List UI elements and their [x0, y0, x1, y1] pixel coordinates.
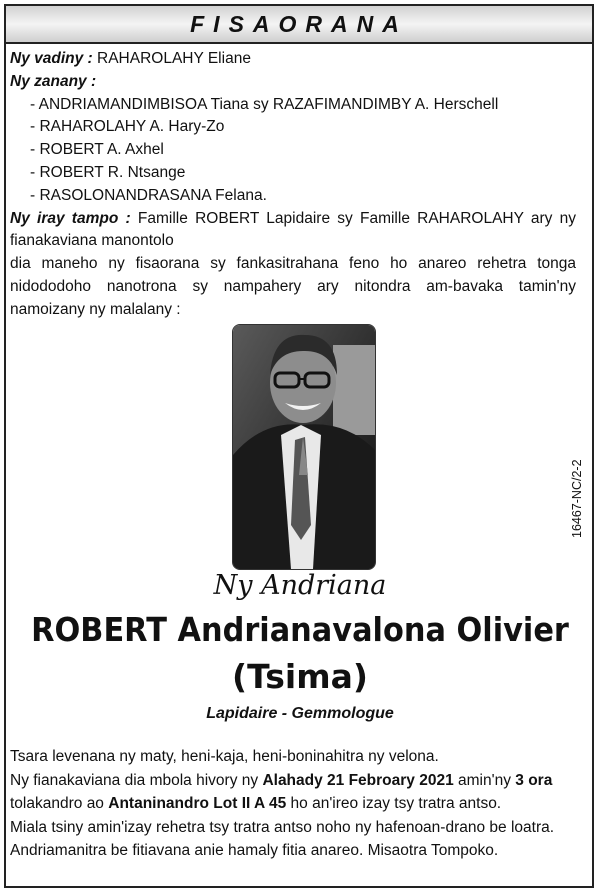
deceased-nickname: (Tsima)	[232, 657, 368, 696]
thanks-line: nidododoho nanotrona sy nampahery ary nitondra am-bavaka tamin'ny	[10, 277, 576, 295]
family-section	[10, 48, 576, 322]
text-span: amin'ny	[453, 771, 516, 789]
zanany-label: Ny zanany :	[10, 72, 97, 90]
deceased-profession: Lapidaire - Gemmologue	[206, 705, 394, 722]
closing-line	[10, 769, 586, 793]
thanks-line: namoizany ny malalany :	[10, 300, 181, 318]
title-prefix: Ny Andriana	[213, 570, 387, 601]
gathering-date: Alahady 21 Febroary 2021	[262, 771, 454, 789]
vady-label: Ny vadiny :	[10, 50, 93, 67]
banner-title: FISAORANA	[190, 11, 408, 37]
closing-line: Miala tsiny amin'izay rehetra tsy tratra antso noho ny hafenoan-drano be loatra.	[10, 818, 555, 836]
text-span: Ny fianakaviana dia mbola hivory ny	[10, 771, 263, 789]
closing-line	[10, 792, 586, 816]
child-item: - RASOLONANDRASANA Felana.	[30, 186, 267, 204]
vady-name: RAHAROLAHY Eliane	[97, 50, 251, 67]
fianakaviana-line: fianakaviana manontolo	[10, 232, 174, 250]
child-item: - ANDRIAMANDIMBISOA Tiana sy RAZAFIMANDIMBY A. Herschell	[30, 95, 499, 113]
tampo-text: Famille ROBERT Lapidaire sy Famille RAHAROLAHY ary ny	[137, 209, 576, 227]
portrait-photo	[232, 324, 376, 570]
thanks-line: dia maneho ny fisaorana sy fankasitrahana feno ho anareo rehetra tonga	[10, 255, 576, 273]
child-item: - ROBERT R. Ntsange	[30, 163, 186, 181]
text-span: ho an'ireo izay tsy tratra antso.	[286, 795, 502, 812]
banner	[6, 6, 592, 44]
deceased-name: ROBERT Andrianavalona Olivier	[31, 610, 569, 649]
closing-line: Andriamanitra be fitiavana anie hamaly fitia anareo. Misaotra Tompoko.	[10, 842, 499, 859]
gathering-place: Antaninandro Lot II A 45	[108, 795, 287, 812]
text-span: tolakandro ao	[10, 795, 109, 812]
reference-code: 16467-NC/2-2	[570, 459, 584, 538]
child-item: - ROBERT A. Axhel	[30, 141, 164, 159]
closing-line: Tsara levenana ny maty, heni-kaja, heni-boninahitra ny velona.	[10, 748, 439, 765]
tampo-label: Ny iray tampo :	[10, 209, 131, 227]
closing-section	[10, 745, 586, 863]
child-item: - RAHAROLAHY A. Hary-Zo	[30, 118, 225, 136]
gathering-time: 3 ora	[515, 771, 553, 789]
